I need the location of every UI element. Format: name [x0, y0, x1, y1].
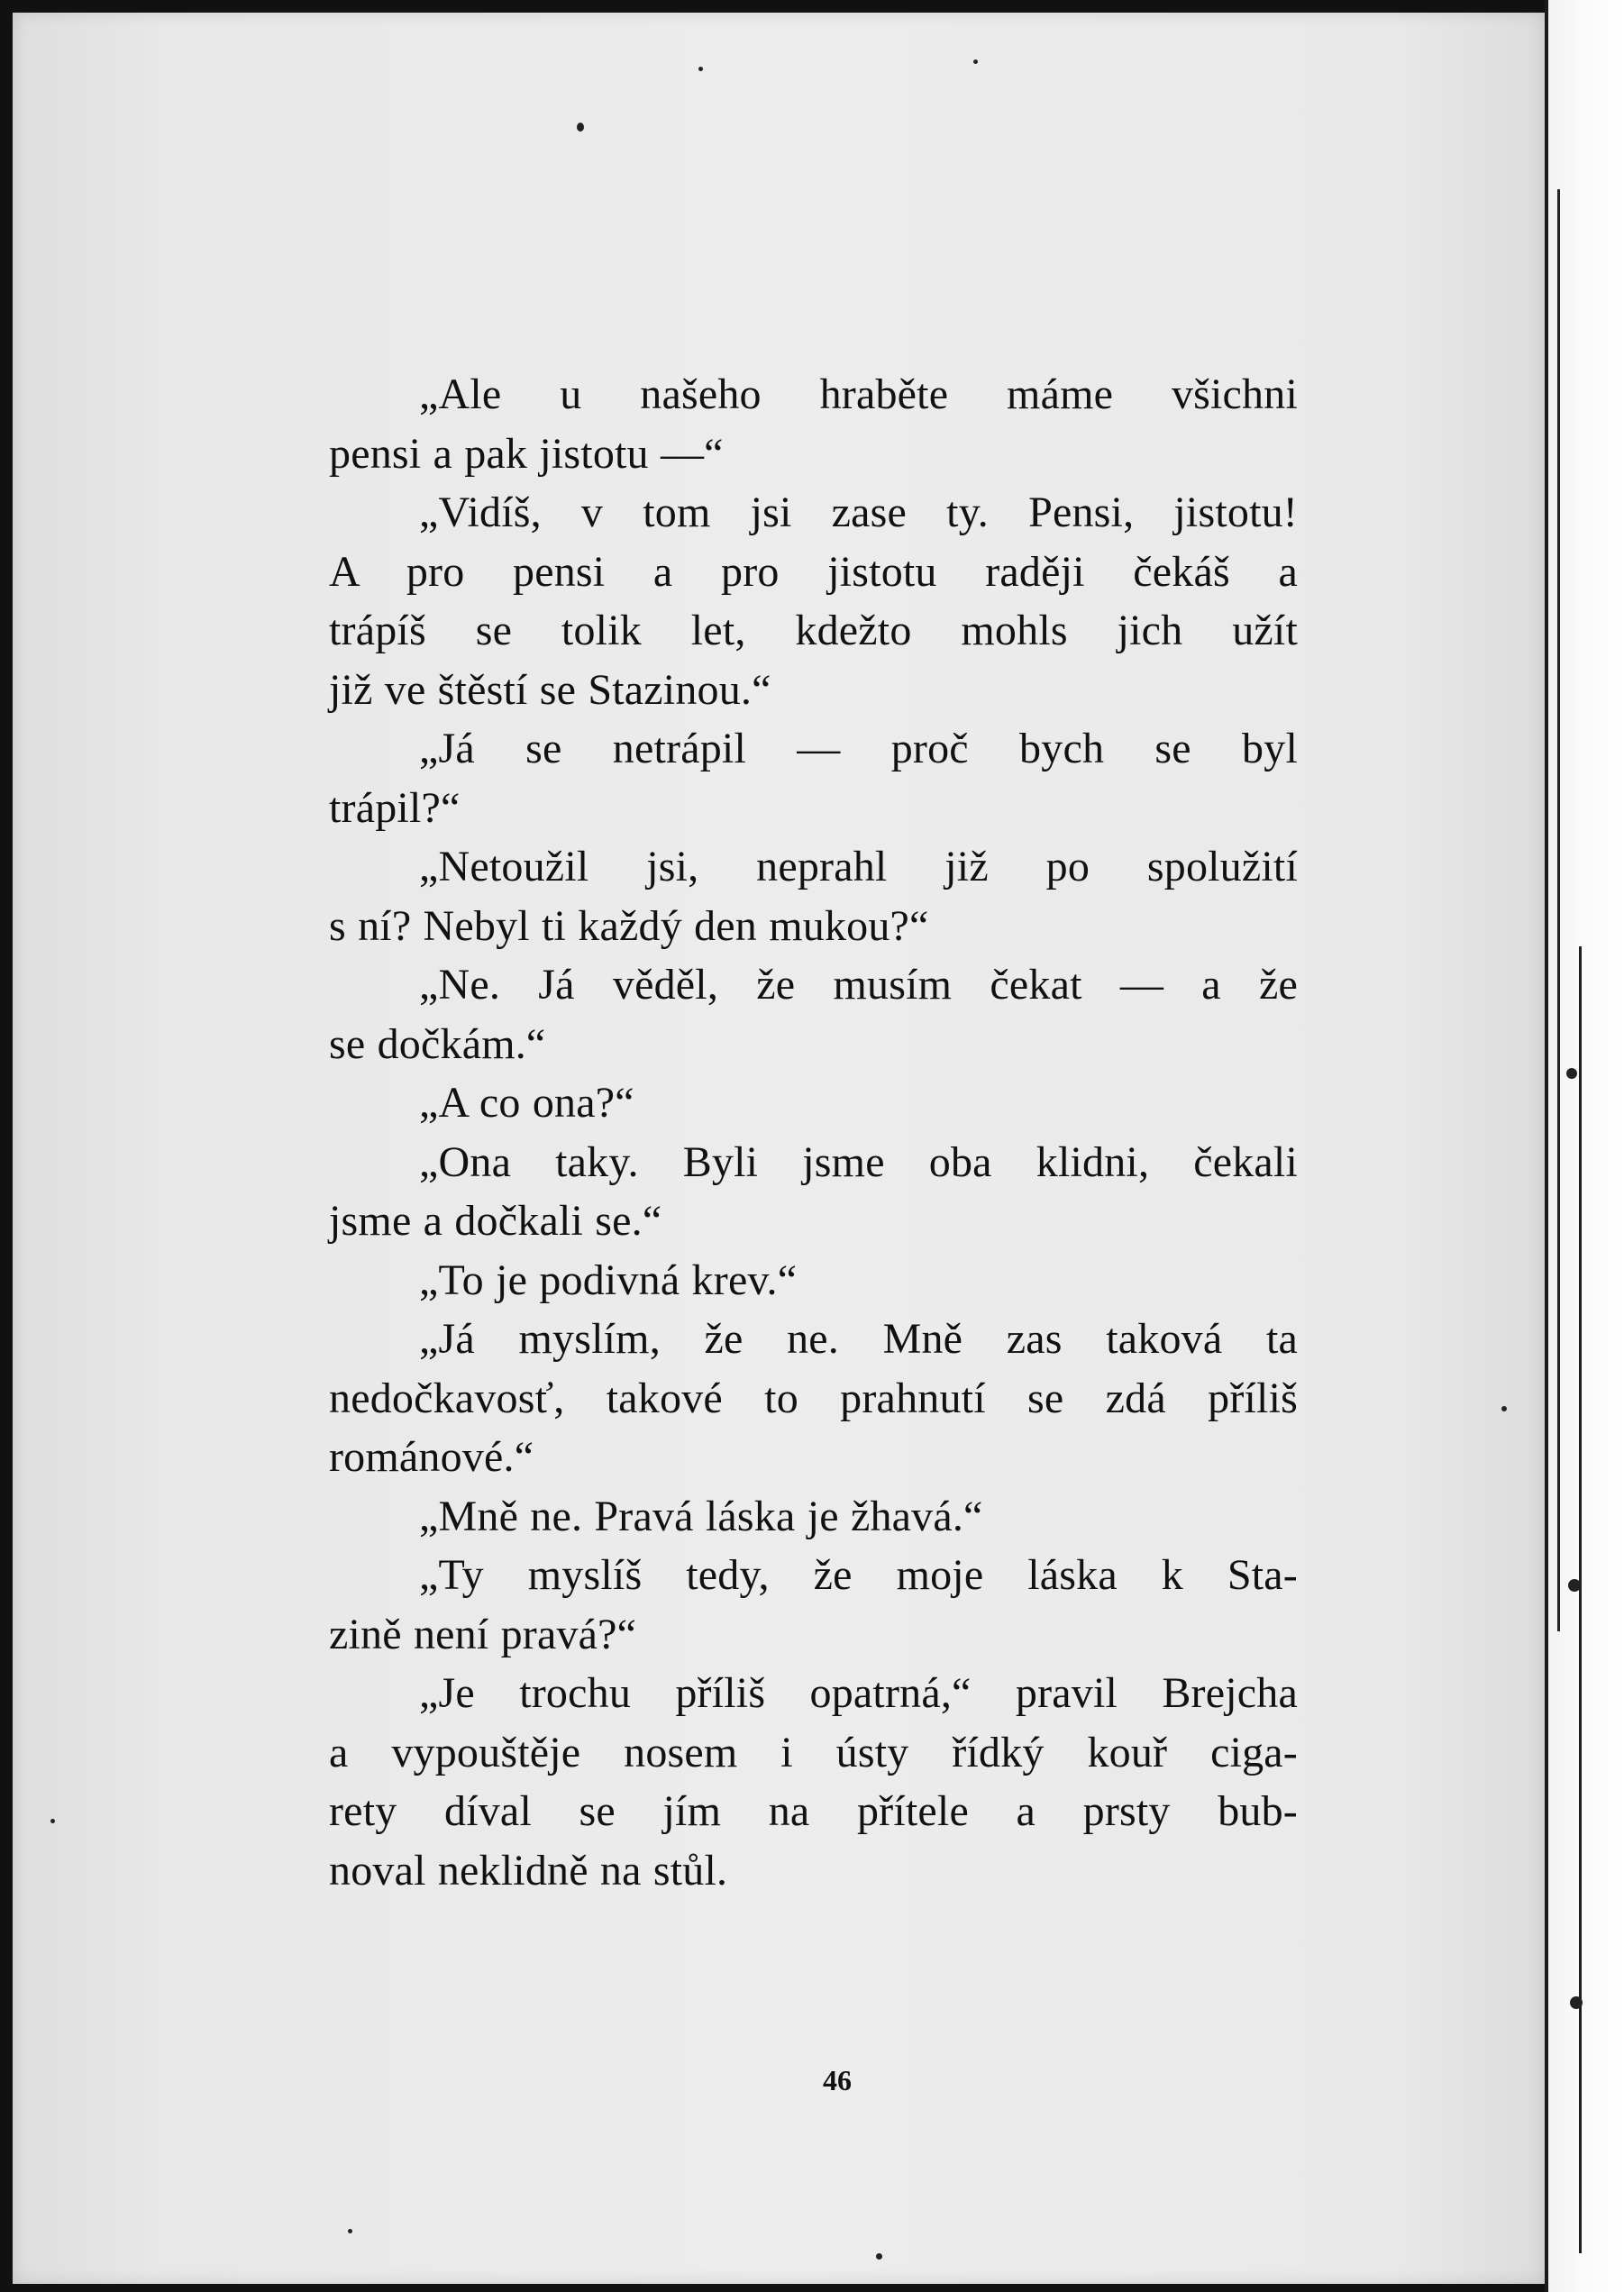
text-line: „Netoužil jsi, neprahl již po spolužití — [419, 843, 1298, 890]
text-line: „Já myslím, že ne. Mně zas taková ta — [419, 1315, 1298, 1363]
text-line: rety díval se jím na přítele a prsty bub- — [329, 1787, 1298, 1835]
dust-speck — [348, 2229, 352, 2233]
dust-speck — [876, 2253, 882, 2260]
text-line: „Je trochu příliš opatrná,“ pravil Brejcha — [419, 1669, 1298, 1717]
text-line: „To je podivná krev.“ — [419, 1256, 798, 1304]
text-line: „Já se netrápil — proč bych se byl — [419, 725, 1298, 772]
text-line: nedočkavosť, takové to prahnutí se zdá příliš — [329, 1374, 1298, 1422]
dust-speck — [577, 123, 584, 132]
text-line: již ve štěstí se Stazinou.“ — [329, 665, 771, 714]
text-line: „Mně ne. Pravá láska je žhavá.“ — [419, 1492, 983, 1540]
text-line: a vypouštěje nosem i ústy řídký kouř ciga- — [329, 1728, 1298, 1776]
text-line: pensi a pak jistotu —“ — [329, 429, 724, 478]
dust-speck — [50, 1819, 55, 1823]
text-line: jsme a dočkali se.“ — [329, 1197, 662, 1245]
text-line: trápil?“ — [329, 783, 461, 832]
page-text — [329, 365, 1298, 1900]
binding-line-lower — [1579, 946, 1582, 2253]
page-number: 46 — [823, 2064, 852, 2096]
text-line: trápíš se tolik let, kdežto mohls jich užít — [329, 607, 1298, 654]
text-line: „Ne. Já věděl, že musím čekat — a že — [419, 961, 1298, 1009]
text-line: „A co ona?“ — [419, 1079, 634, 1127]
text-line: „Ale u našeho hraběte máme všichni — [419, 370, 1298, 418]
binding-mark — [1566, 1068, 1577, 1079]
dust-speck — [698, 67, 703, 71]
text-line: s ní? Nebyl ti každý den mukou?“ — [329, 901, 929, 950]
text-line: se dočkám.“ — [329, 1019, 546, 1068]
page-edge-line — [1545, 0, 1548, 2292]
text-line: zině není pravá?“ — [329, 1610, 637, 1658]
text-line: noval neklidně na stůl. — [329, 1846, 728, 1895]
text-line: A pro pensi a pro jistotu raději čekáš a — [329, 547, 1298, 596]
dust-speck — [973, 59, 978, 64]
binding-line — [1557, 189, 1560, 1631]
binding-mark — [1570, 1996, 1583, 2009]
text-line: „Ona taky. Byli jsme oba klidni, čekali — [419, 1137, 1298, 1186]
text-line: „Vidíš, v tom jsi zase ty. Pensi, jistotu! — [419, 489, 1298, 536]
dust-speck — [1501, 1406, 1507, 1411]
text-line: románové.“ — [329, 1433, 534, 1481]
binding-mark — [1568, 1579, 1581, 1592]
text-line: „Ty myslíš tedy, že moje láska k Sta- — [419, 1551, 1298, 1599]
